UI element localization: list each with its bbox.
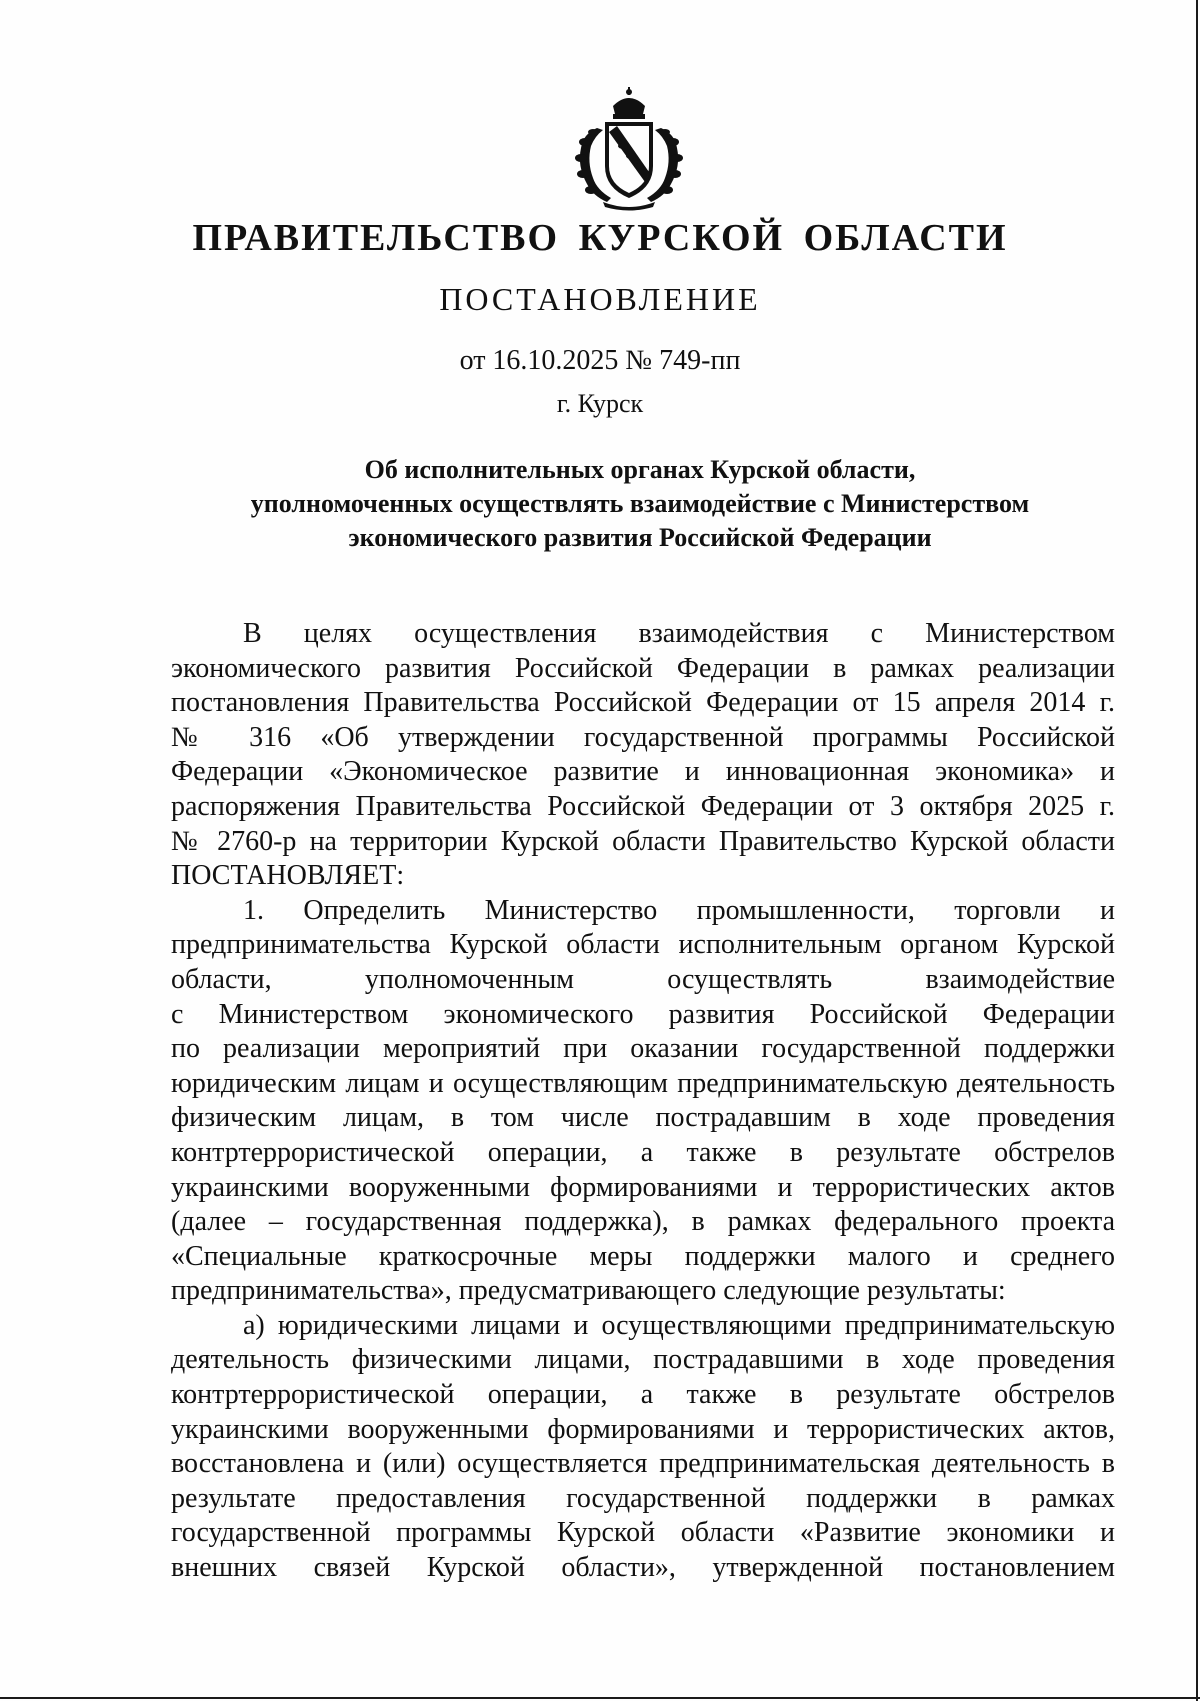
body-line: результате предоставления государственной поддержки в рамках xyxy=(171,1482,1115,1514)
body-line: контртеррористической операции, а также в результате обстрелов xyxy=(171,1136,1115,1168)
organization-title: ПРАВИТЕЛЬСТВО КУРСКОЙ ОБЛАСТИ xyxy=(192,217,1008,259)
body-line: деятельность физическими лицами, пострадавшими в ходе проведения xyxy=(171,1344,1115,1376)
body-line: предпринимательства Курской области исполнительным органом Курской xyxy=(171,929,1115,961)
document-date-number: от 16.10.2025 № 749-пп xyxy=(459,345,741,376)
body-line: внешних связей Курской области», утвержденной постановлением xyxy=(171,1552,1115,1584)
body-line: экономического развития Российской Федерации в рамках реализации xyxy=(171,652,1115,684)
document-body xyxy=(171,617,1115,1586)
body-line: юридическим лицам и осуществляющим предпринимательскую деятельность xyxy=(171,1067,1115,1099)
body-line: ПОСТАНОВЛЯЕТ: xyxy=(171,860,405,892)
subject-line: уполномоченных осуществлять взаимодействие с Министерством xyxy=(250,489,1030,518)
body-line: В целях осуществления взаимодействия с Министерством xyxy=(243,618,1115,649)
body-line: постановления Правительства Российской Федерации от 15 апреля 2014 г. xyxy=(171,687,1115,719)
body-line: украинскими вооруженными формированиями и террористических актов xyxy=(171,1171,1115,1203)
subject-line: Об исполнительных органах Курской области, xyxy=(364,455,916,484)
body-line: предпринимательства», предусматривающего следующие результаты: xyxy=(171,1275,1006,1307)
scan-edge-bottom xyxy=(0,1697,1200,1699)
document-subject xyxy=(160,453,1120,555)
body-line: области, уполномоченным осуществлять взаимодействие xyxy=(171,963,1115,995)
body-line: украинскими вооруженными формированиями и террористических актов, xyxy=(171,1413,1115,1445)
body-line: с Министерством экономического развития Российской Федерации xyxy=(171,998,1115,1030)
body-line: (далее – государственная поддержка), в рамках федерального проекта xyxy=(171,1206,1115,1238)
body-line: а) юридическими лицами и осуществляющими предпринимательскую xyxy=(243,1309,1115,1341)
body-line: распоряжения Правительства Российской Федерации от 3 октября 2025 г. xyxy=(171,790,1115,822)
body-line: № 316 «Об утверждении государственной программы Российской xyxy=(171,721,1115,753)
body-line: 1. Определить Министерство промышленности, торговли и xyxy=(243,894,1115,926)
body-line: контртеррористической операции, а также в результате обстрелов xyxy=(171,1379,1115,1411)
body-line: «Специальные краткосрочные меры поддержки малого и среднего xyxy=(171,1240,1115,1272)
document-city: г. Курск xyxy=(556,389,644,418)
body-line: государственной программы Курской области «Развитие экономики и xyxy=(171,1517,1115,1549)
subject-line: экономического развития Российской Федерации xyxy=(348,523,932,552)
document-type: ПОСТАНОВЛЕНИЕ xyxy=(439,281,761,317)
body-line: № 2760-р на территории Курской области Правительство Курской области xyxy=(171,825,1115,857)
body-line: восстановлена и (или) осуществляется предпринимательская деятельность в xyxy=(171,1448,1115,1480)
body-line: по реализации мероприятий при оказании государственной поддержки xyxy=(171,1033,1115,1065)
kursk-coat-of-arms-icon xyxy=(567,86,691,212)
body-line: физическим лицам, в том числе пострадавшим в ходе проведения xyxy=(171,1102,1115,1134)
body-line: Федерации «Экономическое развитие и инновационная экономика» и xyxy=(171,756,1115,788)
